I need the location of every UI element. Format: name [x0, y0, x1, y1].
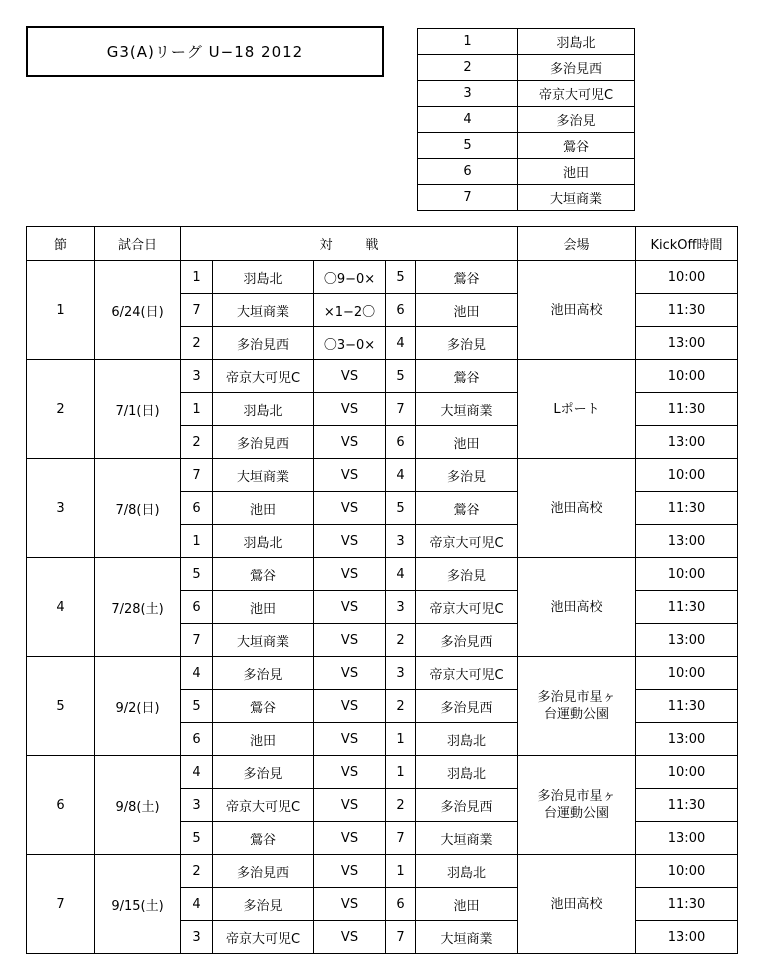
- venue: Lポート: [518, 360, 636, 459]
- away-team-name: 多治見西: [416, 624, 518, 657]
- away-team-number: 2: [386, 690, 416, 723]
- schedule-header-row: [27, 227, 738, 261]
- kickoff-time: 11:30: [636, 690, 738, 723]
- kickoff-time: 13:00: [636, 525, 738, 558]
- home-team-number: 4: [181, 888, 213, 921]
- match-row: [27, 459, 738, 492]
- home-team-number: 2: [181, 855, 213, 888]
- home-team-name: 多治見西: [213, 426, 314, 459]
- away-team-number: 5: [386, 261, 416, 294]
- match-result: VS: [314, 360, 386, 393]
- kickoff-time: 11:30: [636, 492, 738, 525]
- match-result: VS: [314, 492, 386, 525]
- away-team-number: 1: [386, 756, 416, 789]
- away-team-name: 鶯谷: [416, 492, 518, 525]
- kickoff-time: 11:30: [636, 294, 738, 327]
- home-team-name: 羽島北: [213, 261, 314, 294]
- home-team-number: 6: [181, 591, 213, 624]
- home-team-name: 池田: [213, 492, 314, 525]
- match-result: VS: [314, 855, 386, 888]
- kickoff-time: 13:00: [636, 822, 738, 855]
- away-team-name: 羽島北: [416, 855, 518, 888]
- match-result: 〇9−0×: [314, 261, 386, 294]
- header-round: 節: [27, 227, 95, 261]
- home-team-number: 5: [181, 690, 213, 723]
- header-venue: 会場: [518, 227, 636, 261]
- home-team-name: 鶯谷: [213, 690, 314, 723]
- home-team-name: 羽島北: [213, 393, 314, 426]
- home-team-number: 3: [181, 360, 213, 393]
- kickoff-time: 10:00: [636, 360, 738, 393]
- kickoff-time: 11:30: [636, 591, 738, 624]
- home-team-name: 池田: [213, 591, 314, 624]
- match-result: VS: [314, 426, 386, 459]
- venue: [518, 657, 636, 756]
- home-team-number: 7: [181, 294, 213, 327]
- home-team-name: 帝京大可児C: [213, 360, 314, 393]
- home-team-number: 1: [181, 261, 213, 294]
- home-team-number: 3: [181, 921, 213, 954]
- away-team-number: 2: [386, 624, 416, 657]
- schedule-table: [26, 226, 738, 954]
- home-team-number: 6: [181, 723, 213, 756]
- home-team-number: 4: [181, 657, 213, 690]
- away-team-name: 池田: [416, 294, 518, 327]
- team-number: 7: [418, 185, 518, 211]
- home-team-name: 多治見: [213, 888, 314, 921]
- away-team-number: 6: [386, 294, 416, 327]
- home-team-number: 5: [181, 822, 213, 855]
- home-team-number: 6: [181, 492, 213, 525]
- match-date: 6/24(日): [95, 261, 181, 360]
- home-team-name: 羽島北: [213, 525, 314, 558]
- match-date: 9/2(日): [95, 657, 181, 756]
- away-team-name: 大垣商業: [416, 393, 518, 426]
- kickoff-time: 13:00: [636, 921, 738, 954]
- team-number: 2: [418, 55, 518, 81]
- away-team-number: 4: [386, 327, 416, 360]
- away-team-number: 4: [386, 558, 416, 591]
- kickoff-time: 10:00: [636, 756, 738, 789]
- match-row: [27, 756, 738, 789]
- home-team-name: 帝京大可児C: [213, 921, 314, 954]
- team-number: 6: [418, 159, 518, 185]
- away-team-number: 7: [386, 393, 416, 426]
- home-team-number: 7: [181, 459, 213, 492]
- kickoff-time: 13:00: [636, 624, 738, 657]
- home-team-number: 7: [181, 624, 213, 657]
- match-result: VS: [314, 690, 386, 723]
- away-team-number: 3: [386, 525, 416, 558]
- kickoff-time: 13:00: [636, 723, 738, 756]
- team-number: 4: [418, 107, 518, 133]
- venue: 池田高校: [518, 261, 636, 360]
- team-row: [418, 29, 635, 55]
- team-name: 羽島北: [518, 29, 635, 55]
- away-team-number: 5: [386, 360, 416, 393]
- match-result: VS: [314, 723, 386, 756]
- round-number: 1: [27, 261, 95, 360]
- match-result: 〇3−0×: [314, 327, 386, 360]
- home-team-name: 多治見: [213, 657, 314, 690]
- venue: 池田高校: [518, 459, 636, 558]
- header-match: 対 戦: [181, 227, 518, 261]
- kickoff-time: 11:30: [636, 789, 738, 822]
- header-kickoff: KickOff時間: [636, 227, 738, 261]
- match-row: [27, 558, 738, 591]
- away-team-number: 7: [386, 822, 416, 855]
- match-result: ×1−2〇: [314, 294, 386, 327]
- match-result: VS: [314, 921, 386, 954]
- page-title: G3(A)リーグ U−18 2012: [26, 26, 384, 77]
- match-result: VS: [314, 558, 386, 591]
- venue-line: 多治見市星ヶ: [537, 690, 616, 705]
- away-team-name: 多治見西: [416, 690, 518, 723]
- team-name: 帝京大可児C: [518, 81, 635, 107]
- kickoff-time: 13:00: [636, 426, 738, 459]
- away-team-number: 4: [386, 459, 416, 492]
- match-date: 9/15(土): [95, 855, 181, 954]
- away-team-name: 帝京大可児C: [416, 525, 518, 558]
- kickoff-time: 10:00: [636, 261, 738, 294]
- round-number: 4: [27, 558, 95, 657]
- kickoff-time: 13:00: [636, 327, 738, 360]
- team-row: [418, 81, 635, 107]
- team-name: 多治見: [518, 107, 635, 133]
- round-number: 2: [27, 360, 95, 459]
- match-result: VS: [314, 525, 386, 558]
- away-team-name: 大垣商業: [416, 921, 518, 954]
- match-row: [27, 261, 738, 294]
- home-team-number: 2: [181, 327, 213, 360]
- round-number: 5: [27, 657, 95, 756]
- team-name: 鶯谷: [518, 133, 635, 159]
- header-date: 試合日: [95, 227, 181, 261]
- away-team-number: 3: [386, 657, 416, 690]
- away-team-name: 多治見: [416, 459, 518, 492]
- team-list-table: [417, 28, 635, 211]
- away-team-name: 帝京大可児C: [416, 657, 518, 690]
- home-team-name: 帝京大可児C: [213, 789, 314, 822]
- venue-line: 多治見市星ヶ: [537, 789, 616, 804]
- kickoff-time: 11:30: [636, 888, 738, 921]
- team-name: 池田: [518, 159, 635, 185]
- match-date: 7/8(日): [95, 459, 181, 558]
- round-number: 3: [27, 459, 95, 558]
- match-result: VS: [314, 756, 386, 789]
- home-team-name: 大垣商業: [213, 624, 314, 657]
- home-team-name: 鶯谷: [213, 558, 314, 591]
- home-team-number: 3: [181, 789, 213, 822]
- round-number: 6: [27, 756, 95, 855]
- away-team-name: 鶯谷: [416, 360, 518, 393]
- team-number: 1: [418, 29, 518, 55]
- venue-line: 台運動公園: [543, 707, 609, 722]
- home-team-name: 多治見西: [213, 855, 314, 888]
- round-number: 7: [27, 855, 95, 954]
- match-row: [27, 855, 738, 888]
- away-team-name: 鶯谷: [416, 261, 518, 294]
- home-team-name: 池田: [213, 723, 314, 756]
- team-row: [418, 159, 635, 185]
- away-team-number: 1: [386, 855, 416, 888]
- home-team-number: 1: [181, 525, 213, 558]
- venue: 池田高校: [518, 558, 636, 657]
- away-team-name: 多治見: [416, 558, 518, 591]
- match-result: VS: [314, 789, 386, 822]
- away-team-name: 多治見西: [416, 789, 518, 822]
- home-team-number: 1: [181, 393, 213, 426]
- match-result: VS: [314, 888, 386, 921]
- match-date: 7/1(日): [95, 360, 181, 459]
- away-team-name: 池田: [416, 888, 518, 921]
- team-row: [418, 55, 635, 81]
- match-date: 9/8(土): [95, 756, 181, 855]
- away-team-number: 6: [386, 426, 416, 459]
- kickoff-time: 10:00: [636, 657, 738, 690]
- match-result: VS: [314, 657, 386, 690]
- team-row: [418, 107, 635, 133]
- away-team-number: 7: [386, 921, 416, 954]
- kickoff-time: 10:00: [636, 558, 738, 591]
- away-team-name: 池田: [416, 426, 518, 459]
- match-date: 7/28(土): [95, 558, 181, 657]
- venue-line: 台運動公園: [543, 806, 609, 821]
- away-team-name: 大垣商業: [416, 822, 518, 855]
- match-result: VS: [314, 459, 386, 492]
- away-team-name: 羽島北: [416, 756, 518, 789]
- home-team-name: 大垣商業: [213, 294, 314, 327]
- kickoff-time: 10:00: [636, 855, 738, 888]
- kickoff-time: 11:30: [636, 393, 738, 426]
- match-row: [27, 360, 738, 393]
- match-result: VS: [314, 591, 386, 624]
- home-team-name: 多治見: [213, 756, 314, 789]
- away-team-number: 5: [386, 492, 416, 525]
- venue: [518, 756, 636, 855]
- away-team-number: 2: [386, 789, 416, 822]
- away-team-number: 3: [386, 591, 416, 624]
- team-name: 大垣商業: [518, 185, 635, 211]
- away-team-number: 6: [386, 888, 416, 921]
- home-team-number: 4: [181, 756, 213, 789]
- away-team-number: 1: [386, 723, 416, 756]
- team-row: [418, 133, 635, 159]
- home-team-name: 鶯谷: [213, 822, 314, 855]
- team-row: [418, 185, 635, 211]
- home-team-name: 多治見西: [213, 327, 314, 360]
- match-result: VS: [314, 393, 386, 426]
- kickoff-time: 10:00: [636, 459, 738, 492]
- away-team-name: 羽島北: [416, 723, 518, 756]
- team-name: 多治見西: [518, 55, 635, 81]
- away-team-name: 帝京大可児C: [416, 591, 518, 624]
- match-result: VS: [314, 624, 386, 657]
- home-team-number: 5: [181, 558, 213, 591]
- team-number: 5: [418, 133, 518, 159]
- match-result: VS: [314, 822, 386, 855]
- team-number: 3: [418, 81, 518, 107]
- venue: 池田高校: [518, 855, 636, 954]
- home-team-name: 大垣商業: [213, 459, 314, 492]
- home-team-number: 2: [181, 426, 213, 459]
- away-team-name: 多治見: [416, 327, 518, 360]
- match-row: [27, 657, 738, 690]
